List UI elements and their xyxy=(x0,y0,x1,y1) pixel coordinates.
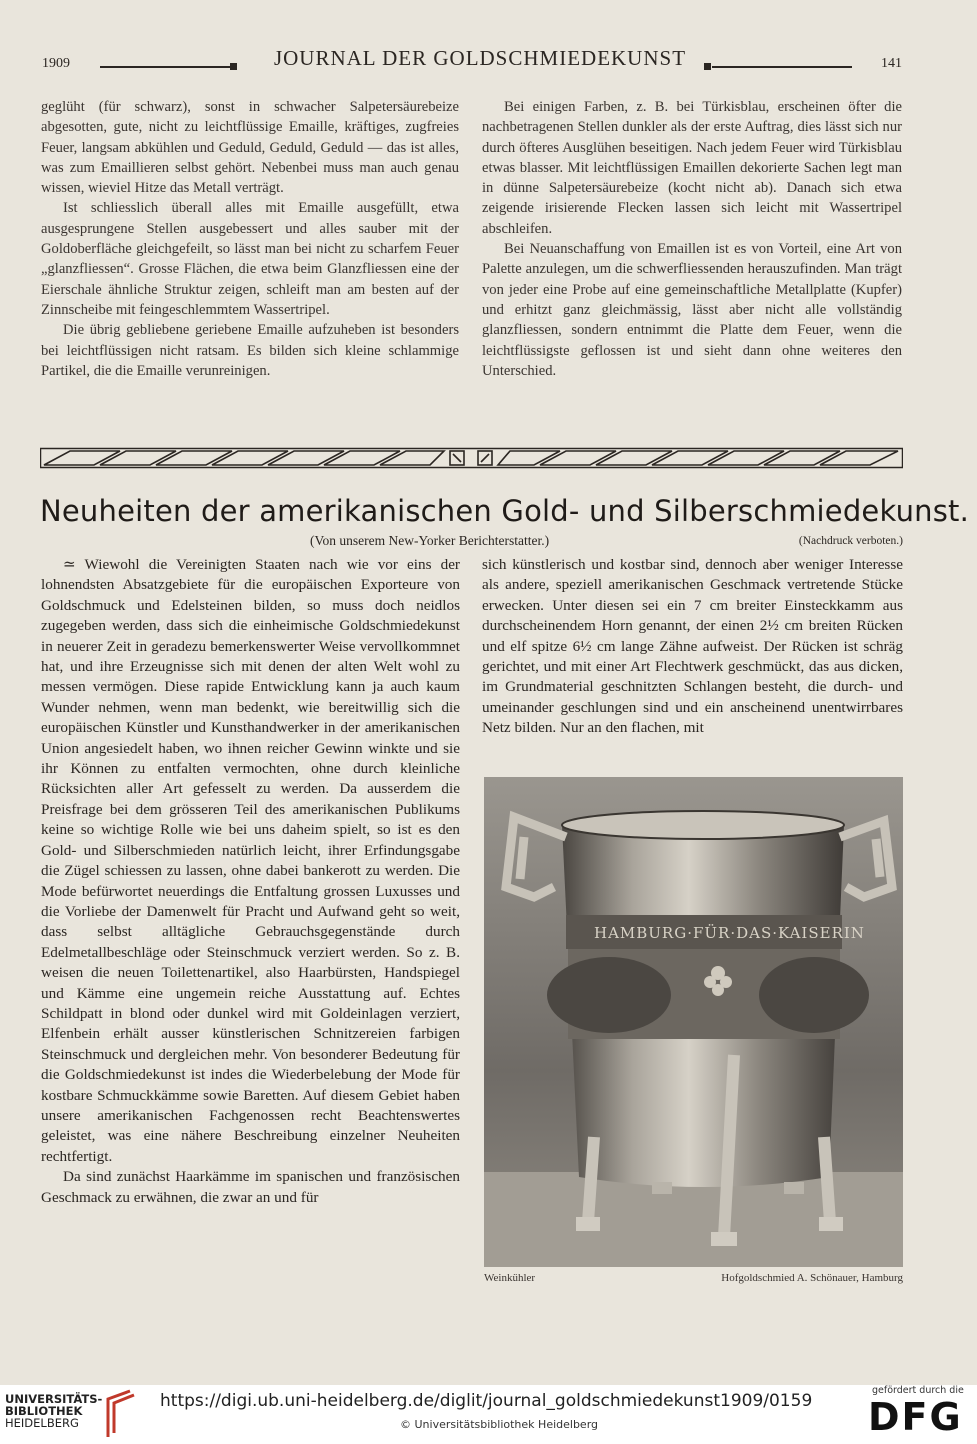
header-rule-right xyxy=(712,66,852,68)
paragraph: Bei einigen Farben, z. B. bei Türkisblau, erscheinen öfter die nachbetragenen Stellen dunkler als der erste Auftrag, dies lässt sich nur durch öfteres Ausglühen beseitigen. Nach jedem Feuer wird Türkisblau etwas blasser. Mit leichtflüssigen Emaillen dekorierte Sachen legt man in dünne Salpetersäurebeize (kocht nicht ab). Danach sich etwa zeigende irisierende Flecken lassen sich leicht mit Wassertripel abschleifen. xyxy=(482,99,902,237)
funding-note: gefördert durch die xyxy=(872,1385,964,1396)
library-line: UNIVERSITÄTS- xyxy=(5,1392,103,1406)
copyright-notice: © Universitätsbibliothek Heidelberg xyxy=(400,1418,599,1431)
caption-left: Weinkühler xyxy=(484,1272,536,1284)
caption-right: Hofgoldschmied A. Schönauer, Hamburg xyxy=(721,1272,903,1284)
top-right-column xyxy=(482,97,902,381)
byline: (Von unserem New-Yorker Berichterstatter.) xyxy=(310,533,550,548)
dfg-logo: DFG xyxy=(868,1395,963,1439)
header-year: 1909 xyxy=(42,56,70,71)
paragraph: Bei Neuanschaffung von Emaillen ist es von Vorteil, eine Art von Palette anzulegen, um die schwerfliessenden herauszufinden. Man trägt von jeder eine Probe auf eine gemeinschaftliche Metallplatte (Kupfer) und erhitzt ganz gleichmässig, lässt aber nicht alle vollständig glanzfliessen, sondern entnimmt die Platte dem Feuer, wenn die leichtflüssigste geflossen ist und sieht dann ohne weiteres den Unterschied. xyxy=(482,241,902,379)
wine-cooler-illustration xyxy=(484,777,903,1267)
reprint-notice: (Nachdruck verboten.) xyxy=(798,535,903,547)
footer-bar xyxy=(0,1385,977,1444)
header-square-right xyxy=(704,63,711,70)
journal-title: JOURNAL DER GOLDSCHMIEDEKUNST xyxy=(273,46,687,70)
top-left-column xyxy=(41,97,459,381)
header-rule-left xyxy=(100,66,230,68)
library-name xyxy=(5,1393,102,1429)
article-title: Neuheiten der amerikanischen Gold- und Silberschmiedekunst. xyxy=(40,494,970,528)
library-logo-icon xyxy=(100,1389,140,1439)
ornamental-divider xyxy=(40,446,903,470)
library-line: BIBLIOTHEK xyxy=(5,1404,83,1418)
paragraph: Da sind zunächst Haarkämme im spanischen und französischen Geschmack zu erwähnen, die zwar an und für xyxy=(41,1168,460,1206)
paragraph: ≃ Wiewohl die Vereinigten Staaten nach wie vor eins der lohnendsten Absatzgebiete für die europäischen Exporteure von Goldschmuck und Edelsteinen bilden, so muss doch neidlos zugegeben werden, dass sich die einheimische Goldschmiedekunst in neuerer Zeit in geradezu bemerkenswerter Weise vervollkommnet hat, und ihre Erzeugnisse sich mit denen der alten Welt wohl zu messen vermögen. Diese rapide Entwicklung kann ja auch kaum Wunder nehmen, wenn man bedenkt, wie bereitwillig sich die europäischen Künstler und Kunsthandwerker in der amerikanischen Union angesiedelt haben, wo ihnen reicher Gewinn winkte und sie ihr Können zu entfalten vermochten, ohne durch kleinliche Rücksichten aller Art gefesselt zu werden. Da ausserdem die Preisfrage bei dem grösseren Teil des amerikanischen Publikums keine so wichtige Rolle wie bei uns daheim spielt, so ist es den Gold- und Silberschmieden natürlich leicht, ihrer Erfindungsgabe die Zügel schiessen zu lassen, ohne dabei bankerott zu werden. Die Mode befürwortet neuerdings die Entfaltung grossen Luxusses und die Vorliebe der Damenwelt für Pracht und Aufwand geht so weit, dass selbst alltägliche Gebrauchsgegenstände durch Edelmetallbeschläge oder Steinschmuck verziert werden. So z. B. weisen die neuen Toilettenartikel, also Haarbürsten, Handspiegel und Kämme eine ungemein reiche Ausstattung auf. Echtes Schildpatt in blond oder dunkel wird mit Goldeinlagen verziert, Elfenbein erhält ausser künstlerischen Schnitzereien farbigen Steinschmuck und dergleichen mehr. Von besonderer Bedeutung für die Goldschmiedekunst ist indes die Wiederbelebung der Mode für kostbare Schmuckkämme sowie Baretten. Auf diesem Gebiet haben unsere amerikanischen Fachgenossen recht Beachtenswertes geleistet, was eine nähere Beschreibung einzelner Neuheiten rechtfertigt. xyxy=(41,556,460,1165)
library-line: HEIDELBERG xyxy=(5,1416,79,1430)
paragraph: sich künstlerisch und kostbar sind, dennoch aber weniger Interesse als andere, speziell amerikanischen Geschmack vertretende Stücke erwecken. Unter diesen sei ein 7 cm breiter Einsteckkamm aus durchscheinendem Horn genannt, der einen 2½ cm breiten Rücken und elf spitze 6½ cm lange Zähne aufweist. Der Rücken ist schräg gerichtet, und mit einer Art Flechtwerk geschmückt, das aus dicken, im Grundmaterial geschnitzten Schlangen besteht, die durch- und umeinander geschlungen sind und ein anscheinend unentwirrbares Netz bilden. Nur an den flachen, mit xyxy=(482,556,903,737)
article-right-column xyxy=(482,555,903,739)
header-square-left xyxy=(230,63,237,70)
page-number: 141 xyxy=(881,56,902,71)
paragraph: Die übrig gebliebene geriebene Emaille aufzuheben ist besonders bei leichtflüssigen nicht ratsam. Es bilden sich kleine schlammige Partikel, die die Emaille verunreinigen. xyxy=(41,322,459,379)
running-header xyxy=(40,44,902,80)
wine-cooler-photo xyxy=(484,777,903,1267)
article-left-column xyxy=(41,555,460,1208)
vessel-band-inscription: HAMBURG·FÜR·DAS·KAISERIN xyxy=(594,924,865,942)
paragraph: Ist schliesslich überall alles mit Emaille ausgefüllt, etwa ausgesprungene Stellen ausgebessert und alles sauber mit der Goldoberfläche gleichgefeilt, so lässt man bei nicht zu scharfem Feuer „glanzfliessen“. Grosse Flächen, die etwa beim Glanzfliessen eine der Eierschale ähnliche Struktur zeigen, schleift man am besten auf der Zinnscheibe mit feingeschlemmtem Wassertripel. xyxy=(41,200,459,318)
permalink-url[interactable]: https://digi.ub.uni-heidelberg.de/diglit/journal_goldschmiedekunst1909/0159 xyxy=(160,1391,813,1411)
paragraph: geglüht (für schwarz), sonst in schwacher Salpetersäurebeize abgesotten, gute, nicht zu leichtflüssige Emaille, kräftiges, zugfreies Feuer, langsam abkühlen und Geduld, Geduld, Geduld — das ist alles, was zum Emaillieren selbst gehört. Nebenbei muss man auch genau wissen, wieviel Hitze das Metall verträgt. xyxy=(41,99,459,197)
